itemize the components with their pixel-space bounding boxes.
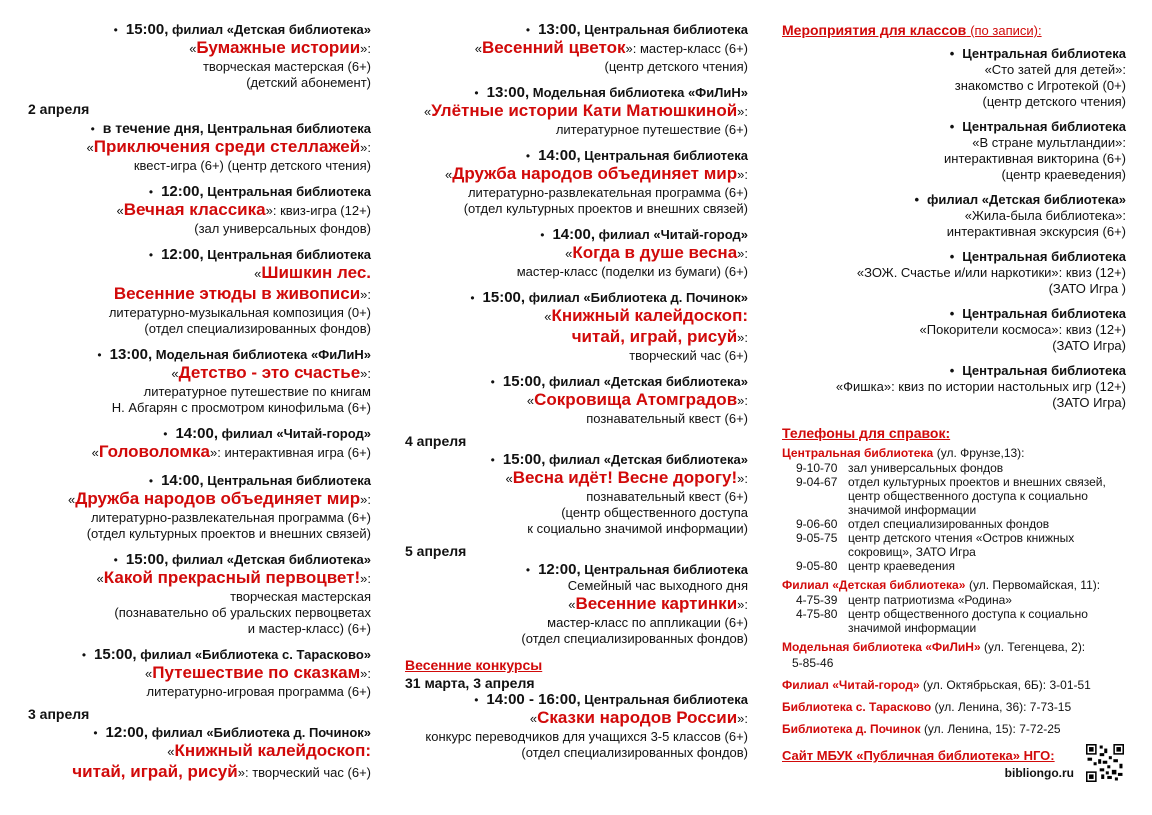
bullet-icon: • xyxy=(93,726,98,740)
event-place: филиал «Библиотека д. Починок» xyxy=(151,725,371,740)
event-place: Центральная библиотека xyxy=(207,247,371,262)
bullet-icon: • xyxy=(97,348,102,362)
bullet-icon: • xyxy=(148,474,154,488)
day-heading: 5 апреля xyxy=(405,543,467,559)
event-desc: мастер-класс (поделки из бумаги) (6+) xyxy=(516,264,748,279)
bullet-icon: • xyxy=(914,192,920,207)
event-desc: литературно-игровая программа (6+) xyxy=(146,684,371,699)
event-item: • 14:00, Центральная библиотека «Дружба народов объединяет мир»: литературно-развлекательная программа (6+) (отдел культурных проектов и внешних связей) xyxy=(28,473,371,542)
event-title: Весенние этюды в живописи xyxy=(113,284,361,303)
qr-code-icon[interactable] xyxy=(1086,744,1124,782)
bullet-icon: • xyxy=(490,453,495,467)
event-title: Головоломка xyxy=(98,442,211,461)
event-item: • 15:00, филиал «Детская библиотека» «Весна идёт! Весне дорогу!»: познавательный квест (6+) (центр общественного доступа к социально значимой информации) xyxy=(405,452,748,537)
event-time: 15:00, xyxy=(94,646,137,663)
phones-heading: Телефоны для справок: xyxy=(782,425,951,441)
event-title: читай, играй, рисуй xyxy=(571,327,738,346)
event-desc: (центр общественного доступа xyxy=(561,505,748,520)
event-place: Центральная библиотека xyxy=(584,692,748,707)
event-time: в течение дня, xyxy=(102,120,204,136)
day-heading: 3 апреля xyxy=(28,706,90,722)
classes-heading: Мероприятия для классов (по записи): xyxy=(782,22,1042,38)
class-event: • филиал «Детская библиотека» «Жила-была библиотека»: интерактивная экскурсия (6+) xyxy=(914,192,1126,239)
bullet-icon: • xyxy=(949,119,955,134)
event-time: 14:00 - 16:00, xyxy=(486,691,581,708)
site-label: Сайт МБУК «Публичная библиотека» НГО: xyxy=(782,748,1055,763)
event-desc: литературное путешествие по книгам xyxy=(143,384,371,399)
event-place: филиал «Читай-город» xyxy=(221,426,371,441)
event-title: Какой прекрасный первоцвет! xyxy=(103,568,361,587)
event-desc: познавательный квест (6+) xyxy=(586,489,748,504)
event-time: 15:00, xyxy=(482,289,526,306)
bullet-icon: • xyxy=(949,249,955,264)
event-desc: (отдел специализированных фондов) xyxy=(521,631,748,646)
event-place: Модельная библиотека «ФиЛиН» xyxy=(155,347,371,362)
class-event: • Центральная библиотека «Сто затей для детей»: знакомство с Игротекой (0+) (центр детского чтения) xyxy=(949,46,1126,109)
event-item: • 12:00, Центральная библиотека «Шишкин лес. Весенние этюды в живописи»: литературно-музыкальная композиция (0+) (отдел специализированных фондов) xyxy=(28,247,371,337)
event-item: • 12:00, филиал «Библиотека д. Починок» «Книжный калейдоскоп: читай, играй, рисуй»: творческий час (6+) xyxy=(72,724,371,781)
bullet-icon: • xyxy=(148,248,154,262)
bullet-icon: • xyxy=(113,23,118,37)
event-desc: литературно-музыкальная композиция (0+) xyxy=(108,305,371,320)
bullet-icon: • xyxy=(949,306,955,321)
event-desc: творческая мастерская (6+) xyxy=(202,59,371,74)
event-desc: и мастер-класс) (6+) xyxy=(247,621,371,636)
event-place: филиал «Библиотека д. Починок» xyxy=(528,290,748,305)
event-item: • 12:00, Центральная библиотека Семейный час выходного дня «Весенние картинки»: мастер-класс по аппликации (6+) (отдел специализированных фондов) xyxy=(405,562,748,647)
event-title: Дружба народов объединяет мир xyxy=(452,164,738,183)
bullet-icon: • xyxy=(90,122,95,136)
event-time: 15:00, xyxy=(125,21,169,38)
event-place: Модельная библиотека «ФиЛиН» xyxy=(532,85,748,100)
event-desc: мастер-класс по аппликации (6+) xyxy=(547,615,748,630)
event-desc: литературно-развлекательная программа (6+) xyxy=(90,510,371,525)
column-3 xyxy=(782,22,1126,743)
event-time: 12:00, xyxy=(538,561,581,578)
bullet-icon: • xyxy=(949,46,955,61)
event-item: • 15:00, филиал «Детская библиотека» «Сокровища Атомградов»: познавательный квест (6+) xyxy=(405,374,748,427)
event-place: Центральная библиотека xyxy=(207,184,371,199)
event-place: Центральная библиотека xyxy=(584,562,748,577)
event-title: Книжный калейдоскоп: xyxy=(174,741,371,760)
contests-heading: Весенние конкурсы xyxy=(405,657,543,673)
event-title: Шишкин лес. xyxy=(261,263,371,282)
event-item: • 14:00 - 16:00, Центральная библиотека «Сказки народов России»: конкурс переводчиков для учащихся 3-5 классов (6+) (отдел специализированных фондов) xyxy=(405,692,748,761)
event-title: Вечная классика xyxy=(123,200,266,219)
event-time: 14:00, xyxy=(161,472,204,489)
bullet-icon: • xyxy=(949,363,955,378)
column-1 xyxy=(28,22,371,793)
event-title: Путешествие по сказкам xyxy=(152,663,361,682)
event-item: • 14:00, филиал «Читай-город» «Когда в душе весна»: мастер-класс (поделки из бумаги) (6+) xyxy=(405,227,748,280)
column-2 xyxy=(405,22,748,771)
event-title: Сказки народов России xyxy=(537,708,738,727)
event-place: филиал «Библиотека с. Тарасково» xyxy=(140,647,371,662)
event-desc: литературное путешествие (6+) xyxy=(555,122,748,137)
event-item: • 14:00, Центральная библиотека «Дружба народов объединяет мир»: литературно-развлекательная программа (6+) (отдел культурных проектов и внешних связей) xyxy=(405,148,748,217)
event-desc: конкурс переводчиков для учащихся 3-5 классов (6+) xyxy=(425,729,748,744)
event-title: Детство - это счастье xyxy=(178,363,361,382)
event-time: 12:00, xyxy=(105,724,149,741)
event-desc: (отдел специализированных фондов) xyxy=(144,321,371,336)
event-place: филиал «Читай-город» xyxy=(598,227,748,242)
event-place: филиал «Детская библиотека» xyxy=(172,22,371,37)
phone-org-chitai: Филиал «Читай-город» (ул. Октябрьская, 6Б): 3-01-51 xyxy=(782,678,1091,692)
event-item: • 13:00, Центральная библиотека «Весенний цветок»: мастер-класс (6+) (центр детского чтения) xyxy=(405,22,748,75)
event-place: Центральная библиотека xyxy=(584,148,748,163)
day-heading: 2 апреля xyxy=(28,101,90,117)
event-time: 13:00, xyxy=(109,346,153,363)
class-event: • Центральная библиотека «Покорители космоса»: квиз (12+) (ЗАТО Игра) xyxy=(919,306,1126,353)
event-place: Центральная библиотека xyxy=(584,22,748,37)
event-desc: квест-игра (6+) (центр детского чтения) xyxy=(133,158,371,173)
bullet-icon: • xyxy=(474,86,479,100)
bullet-icon: • xyxy=(540,228,545,242)
event-desc: литературно-развлекательная программа (6+) xyxy=(467,185,748,200)
bullet-icon: • xyxy=(474,693,479,707)
event-desc: мастер-класс (6+) xyxy=(639,41,748,56)
phone-org-pochinok: Библиотека д. Починок (ул. Ленина, 15): 7-72-25 xyxy=(782,722,1061,736)
event-place: филиал «Детская библиотека» xyxy=(172,552,371,567)
event-desc: (детский абонемент) xyxy=(246,75,371,90)
class-event: • Центральная библиотека «ЗОЖ. Счастье и/или наркотики»: квиз (12+) (ЗАТО Игра ) xyxy=(856,249,1126,296)
phone-org-filin: Модельная библиотека «ФиЛиН» (ул. Тегенцева, 2): 5-85-46 xyxy=(782,640,1086,670)
event-item: • 14:00, филиал «Читай-город» «Головоломка»: интерактивная игра (6+) xyxy=(91,425,371,461)
event-desc: (отдел специализированных фондов) xyxy=(521,745,748,760)
event-desc: творческий час (6+) xyxy=(629,348,748,363)
event-desc: (отдел культурных проектов и внешних связей) xyxy=(463,201,748,216)
bullet-icon: • xyxy=(148,185,154,199)
event-title: Весенний цветок xyxy=(482,38,626,57)
event-desc: (центр детского чтения) xyxy=(604,59,748,74)
bullet-icon: • xyxy=(81,648,87,662)
event-desc: творческий час (6+) xyxy=(252,765,371,780)
event-item: • 13:00, Модельная библиотека «ФиЛиН» «Улётные истории Кати Матюшкиной»: литературное путешествие (6+) xyxy=(405,85,748,138)
event-desc: (зал универсальных фондов) xyxy=(194,221,371,236)
event-title: Дружба народов объединяет мир xyxy=(75,489,361,508)
event-time: 15:00, xyxy=(502,373,546,390)
event-title: Книжный калейдоскоп: xyxy=(551,306,748,325)
bullet-icon: • xyxy=(525,23,531,37)
event-place: филиал «Детская библиотека» xyxy=(549,374,748,389)
event-time: 12:00, xyxy=(161,246,204,263)
event-time: 13:00, xyxy=(538,21,581,38)
event-title: Приключения среди стеллажей xyxy=(93,137,361,156)
event-desc: Н. Абгарян с просмотром кинофильма (6+) xyxy=(111,400,371,415)
event-item: • 15:00, филиал «Детская библиотека» «Бумажные истории»: творческая мастерская (6+) (детский абонемент) xyxy=(28,22,371,91)
event-title: Улётные истории Кати Матюшкиной xyxy=(431,101,738,120)
event-place: Центральная библиотека xyxy=(207,473,371,488)
event-desc: познавательный квест (6+) xyxy=(586,411,748,426)
event-desc: квиз-игра (12+) xyxy=(280,203,371,218)
event-desc: к социально значимой информации) xyxy=(527,521,748,536)
bullet-icon: • xyxy=(525,563,531,577)
event-item: • 12:00, Центральная библиотека «Вечная классика»: квиз-игра (12+) (зал универсальных фондов) xyxy=(28,184,371,237)
event-place: филиал «Детская библиотека» xyxy=(549,452,748,467)
event-time: 15:00, xyxy=(502,451,546,468)
event-time: 14:00, xyxy=(538,147,581,164)
phone-org-central: Центральная библиотека (ул. Фрунзе,13): 9-10-70 зал универсальных фондов 9-04-67 отдел культурных проектов и внешних связей, центр общественного доступа к социально значимой информации 9-06-60 отдел специализированных фондов 9-05-75 центр детского чтения «Остров книжных сокровищ», ЗАТО Игра 9-05-80 центр краеведения xyxy=(782,446,1106,573)
event-item: • 15:00, филиал «Детская библиотека» «Какой прекрасный первоцвет!»: творческая мастерская (познавательно об уральских первоцветах и мастер-класс) (6+) xyxy=(28,552,371,637)
event-time: 14:00, xyxy=(552,226,595,243)
event-time: 15:00, xyxy=(125,551,169,568)
bullet-icon: • xyxy=(490,375,495,389)
event-desc: (познавательно об уральских первоцветах xyxy=(114,605,371,620)
bullet-icon: • xyxy=(525,149,531,163)
contest-dates: 31 марта, 3 апреля xyxy=(405,675,535,691)
event-desc: творческая мастерская xyxy=(230,589,371,604)
event-time: 13:00, xyxy=(486,84,530,101)
event-title: Когда в душе весна xyxy=(572,243,738,262)
event-place: Центральная библиотека xyxy=(207,121,371,136)
event-title: Весна идёт! Весне дорогу! xyxy=(512,468,738,487)
class-event: • Центральная библиотека «В стране мультландии»: интерактивная викторина (6+) (центр краеведения) xyxy=(944,119,1126,182)
bullet-icon: • xyxy=(163,427,168,441)
event-title: Весенние картинки xyxy=(575,594,738,613)
event-desc: (отдел культурных проектов и внешних связей) xyxy=(86,526,371,541)
site-url-link[interactable]: bibliongo.ru xyxy=(1004,766,1074,780)
event-title: Сокровища Атомградов xyxy=(534,390,738,409)
phone-org-children: Филиал «Детская библиотека» (ул. Первомайская, 11): 4-75-39 центр патриотизма «Родина» 4-75-80 центр общественного доступа к социально значимой информации xyxy=(782,578,1101,635)
phone-org-tarask: Библиотека с. Тарасково (ул. Ленина, 36): 7-73-15 xyxy=(782,700,1072,714)
event-item: • 15:00, филиал «Библиотека д. Починок» «Книжный калейдоскоп: читай, играй, рисуй»: творческий час (6+) xyxy=(405,290,748,364)
bullet-icon: • xyxy=(113,553,118,567)
event-desc: интерактивная игра (6+) xyxy=(224,445,371,460)
event-title: Бумажные истории xyxy=(196,38,361,57)
event-item: • 13:00, Модельная библиотека «ФиЛиН» «Детство - это счастье»: литературное путешествие по книгам Н. Абгарян с просмотром кинофильма (6+) xyxy=(28,347,371,416)
event-time: 12:00, xyxy=(161,183,204,200)
bullet-icon: • xyxy=(470,291,475,305)
event-desc: Семейный час выходного дня xyxy=(567,578,748,593)
event-time: 14:00, xyxy=(175,425,218,442)
day-heading: 4 апреля xyxy=(405,433,467,449)
event-item: • 15:00, филиал «Библиотека с. Тарасково» «Путешествие по сказкам»: литературно-игровая программа (6+) xyxy=(28,647,371,700)
event-item: • в течение дня, Центральная библиотека «Приключения среди стеллажей»: квест-игра (6+) (центр детского чтения) xyxy=(28,120,371,174)
event-title: читай, играй, рисуй xyxy=(72,762,238,781)
class-event: • Центральная библиотека «Фишка»: квиз по истории настольных игр (12+) (ЗАТО Игра) xyxy=(835,363,1126,410)
